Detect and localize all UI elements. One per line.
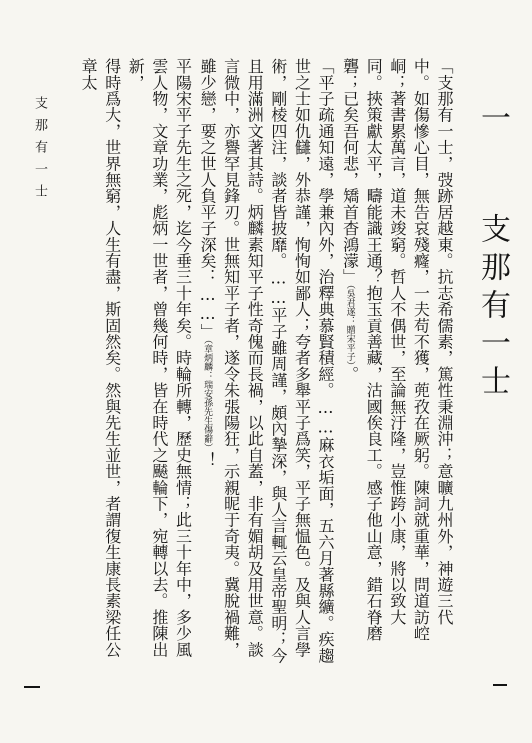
text-line: 言微中，亦譽罕見鋒刃。世無知平子者，遂令朱張陽狂，示親昵于奇夷。冀脫禍難， <box>221 58 241 658</box>
text-line: 平陽宋平子先生之死，迄今垂三十年矣。時輪所轉，歷史無情；此三十年中，多少風 <box>173 58 193 658</box>
text-line: 世之士如仇讎，外恭謹，恂恂如鄙人；夸者多舉平子爲笑，平子無愠色。及與人言學 <box>292 58 312 658</box>
text-line: 得時爲大，世界無窮，人生有盡，斯固然矣。然與先生並世，者謂復生康長素梁任公章太 <box>79 58 122 658</box>
chapter-number: 一 <box>475 102 510 140</box>
text-line: 中。如傷慘心目，無告哀殘癃，一夫苟不獲，蔸孜在厥躬。陳詞就重華，問道訪崆 <box>411 58 431 642</box>
text-line: 雖少戀，要之世人負平子深矣：……」（章炳麟：瑞安孫先生傷辭）！ <box>198 58 218 469</box>
text-line: 「平子疏通知遠，學兼內外，治釋典慕賢積經。……麻衣垢面，五六月著縣纊。疾趨 <box>316 58 336 664</box>
text-line: 礱；已矣吾何悲，矯首杳鴻濛」（吳君遂：贈宋平子）。 <box>340 58 360 383</box>
line-text: 雖少戀，要之世人負平子深矣：……」 <box>198 58 218 340</box>
text-line: 術，剛棱四注，談者皆披靡。……平子雖周謹，頗內摯深，與人言輒云皇帝聖明；今 <box>268 58 288 664</box>
running-head: 支那有一士 <box>32 96 47 206</box>
text-line: 同。挾策獻太平，疇能識王通？抱玉貢善藏，沽國俟良工。感子他山意，錯石脊磨 <box>364 58 384 642</box>
footer-mark <box>493 684 507 686</box>
text-line: 峒；著書累萬言，道未竣窮。哲人不偶世，至論無汙隆，豈惟跨小康，將以致大 <box>387 58 407 625</box>
text-line: 「支那有一士，弢跡居越東。抗志希儒素，篤性秉淵沖；意曠九州外，神遊三代 <box>435 58 454 625</box>
text-line: 且用滿洲文著其詩。炳麟素知平子性奇傀而長禍，以此自蓋，非有媚胡及用世意。談 <box>245 58 265 658</box>
line-text: 礱；已矣吾何悲，矯首杳鴻濛」 <box>340 58 360 285</box>
source-note: （章炳麟：瑞安孫先生傷辭） <box>202 339 213 452</box>
chapter-title-text: 支那有一士 <box>475 213 510 403</box>
source-note: （吳君遂：贈宋平子） <box>344 284 355 366</box>
text-line: 雲人物，文章功業，彪炳一世者，曾幾何時，皆在時代之飇輪下，宛轉以去。推陳出新， <box>126 58 169 658</box>
page-mark <box>24 686 40 688</box>
body-text <box>77 58 457 673</box>
chapter-title <box>470 102 514 403</box>
